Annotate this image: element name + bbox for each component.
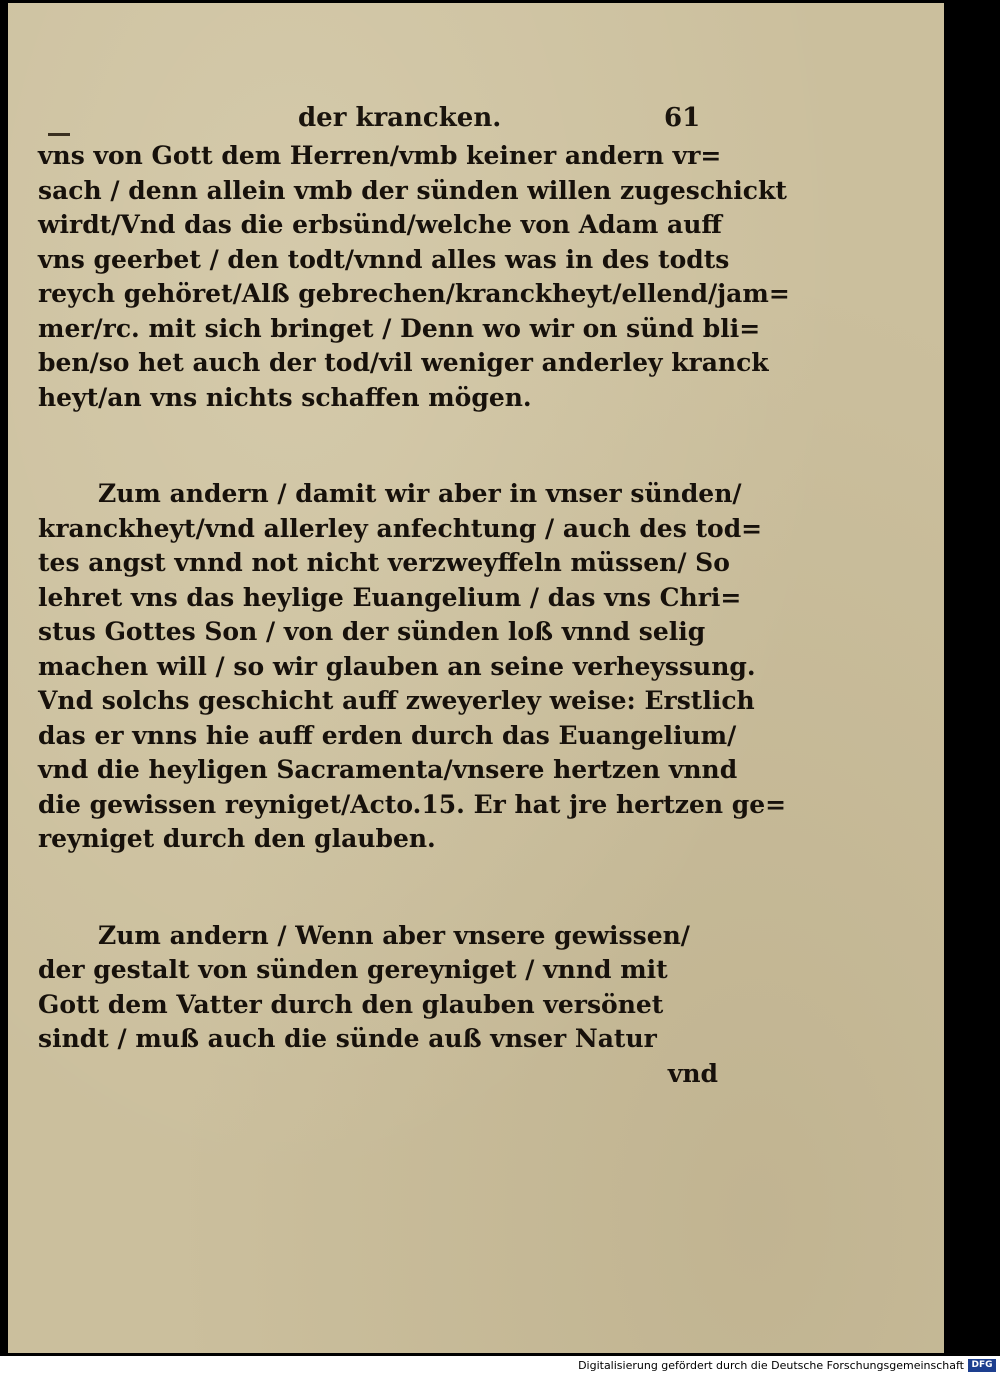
text-line: Zum andern / Wenn aber vnsere gewissen/ xyxy=(98,920,690,950)
text-line: vnd die heyligen Sacramenta/vnsere hertzen vnnd xyxy=(38,755,738,784)
funding-credit: Digitalisierung gefördert durch die Deutsche Forschungsgemeinschaft xyxy=(578,1359,964,1372)
text-line: reych gehöret/Alß gebrechen/kranckheyt/ellend/jam= xyxy=(38,279,790,308)
paragraph-3 xyxy=(38,919,728,1092)
text-line: reyniget durch den glauben. xyxy=(38,824,436,853)
text-line: ben/so het auch der tod/vil weniger anderley kranck xyxy=(38,348,769,377)
scan-margin xyxy=(944,3,1000,1353)
text-line: Vnd solchs geschicht auff zweyerley weise: Erstlich xyxy=(38,686,755,715)
body-text xyxy=(38,139,790,1091)
text-line: die gewissen reyniget/Acto.15. Er hat jre hertzen ge= xyxy=(38,789,787,819)
text-line: heyt/an vns nichts schaffen mögen. xyxy=(38,382,532,412)
page-number: 61 xyxy=(664,103,701,133)
dfg-logo-icon: DFG xyxy=(968,1359,996,1372)
text-line: tes angst vnnd not nicht verzweyffeln müssen/ So xyxy=(38,548,730,577)
text-line: das er vnns hie auff erden durch das Euangelium/ xyxy=(38,720,737,750)
footer-bar xyxy=(0,1356,1000,1376)
running-head xyxy=(298,103,718,143)
text-line: machen will / so wir glauben an seine verheyssung. xyxy=(38,651,756,681)
text-line: sindt / muß auch die sünde auß vnser Natur xyxy=(38,1024,657,1053)
text-line: der gestalt von sünden gereyniget / vnnd mit xyxy=(38,955,668,984)
paragraph-gap xyxy=(38,857,728,919)
text-line: lehret vns das heylige Euangelium / das vns Chri= xyxy=(38,582,742,612)
text-line: stus Gottes Son / von der sünden loß vnnd selig xyxy=(38,617,706,646)
text-line: wirdt/Vnd das die erbsünd/welche von Adam auff xyxy=(38,210,722,239)
text-line: vns von Gott dem Herren/vmb keiner andern vr= xyxy=(38,141,722,170)
text-line: vns geerbet / den todt/vnnd alles was in des todts xyxy=(38,244,730,274)
text-line: Zum andern / damit wir aber in vnser sünden/ xyxy=(98,479,742,508)
book-page xyxy=(8,3,944,1353)
text-line: sach / denn allein vmb der sünden willen zugeschickt xyxy=(38,175,787,205)
paragraph-gap xyxy=(38,415,728,477)
paragraph-2 xyxy=(38,477,787,857)
text-line: Gott dem Vatter durch den glauben versönet xyxy=(38,989,664,1019)
text-line: mer/rc. mit sich bringet / Denn wo wir on sünd bli= xyxy=(38,313,761,343)
paragraph-1 xyxy=(38,139,790,415)
running-head-title: der krancken. xyxy=(298,103,502,133)
catchword: vnd xyxy=(667,1058,718,1088)
margin-mark xyxy=(48,133,70,136)
text-line: kranckheyt/vnd allerley anfechtung / auch des tod= xyxy=(38,513,763,543)
